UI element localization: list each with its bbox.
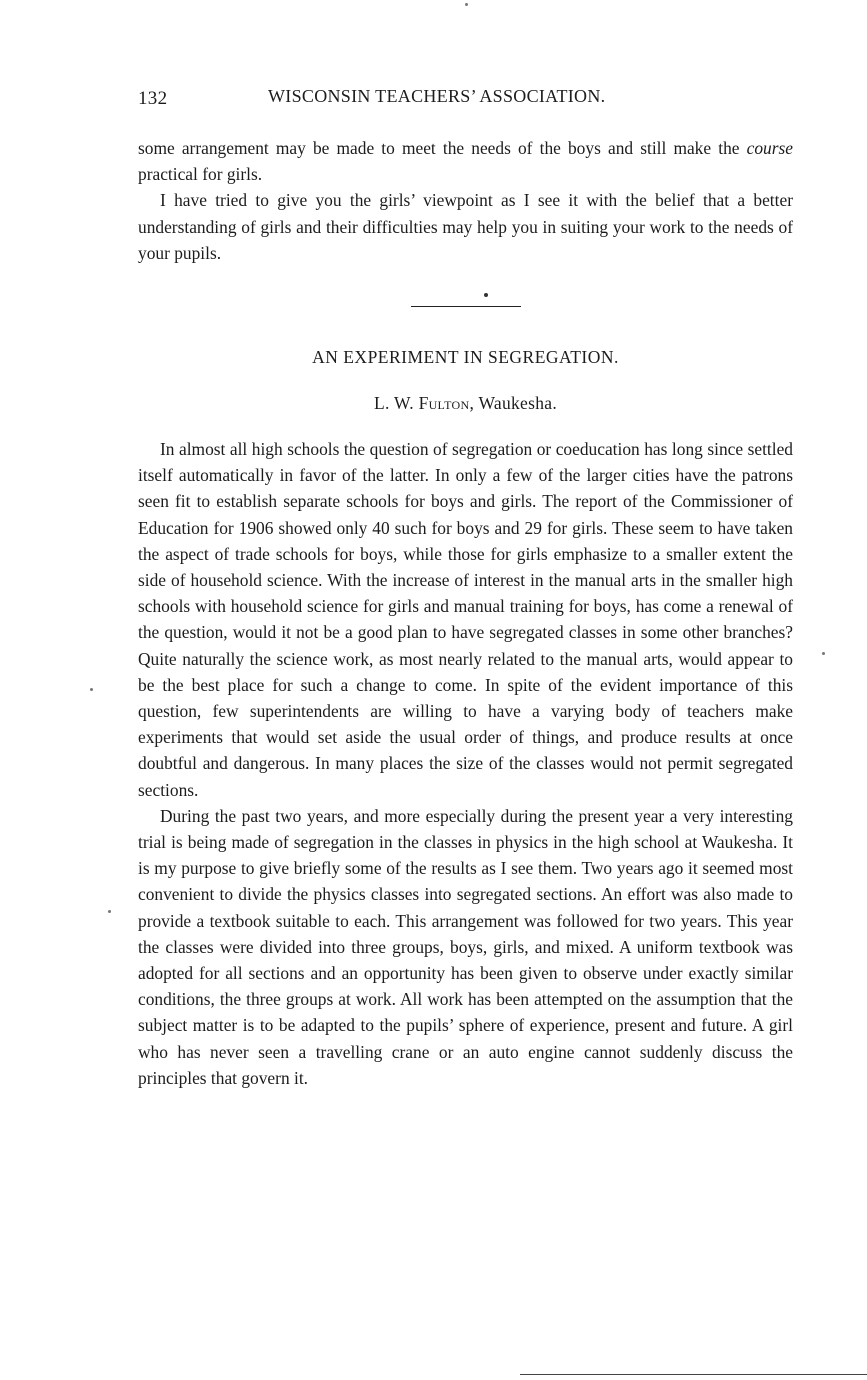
page-number: 132 <box>138 88 168 109</box>
scan-speck <box>90 688 93 691</box>
intro-p1-text: some arrangement may be made to meet the needs of the boys and still make the <box>138 138 747 158</box>
author-place: , Waukesha. <box>469 393 558 413</box>
article-paragraph-2: During the past two years, and more especially during the present year a very interesting trial is being made of segregation in the classes in physics in the high school at Waukesha. It is my purpose to give briefly some of the results as I see them. Two years ago it seemed most convenient to divide the physics classes into segregated sections. An effort was also made to provide a textbook suitable to each. This arrangement was followed for two years. This year the classes were divided into three groups, boys, girls, and mixed. A uniform textbook was adopted for all sections and an opportunity has been given to observe under exactly similar conditions, the three groups at work. All work has been attempted on the assumption that the subject matter is to be adapted to the pupils’ sphere of experience, present and future. A girl who has never seen a travelling crane or an auto engine cannot suddenly discuss the principles that govern it. <box>138 805 793 1088</box>
author-initials: L. W. <box>373 393 419 413</box>
intro-paragraph-2: I have tried to give you the girls’ viewpoint as I see it with the belief that a better understanding of girls and their difficulties may help you in suiting your work to the needs of your pupils. <box>138 190 793 263</box>
article-title: AN EXPERIMENT IN SEGREGATION. <box>312 347 619 367</box>
section-separator <box>411 306 521 307</box>
scan-speck <box>465 3 468 6</box>
scan-speck <box>822 652 825 655</box>
author-surname: Fulton <box>418 393 470 413</box>
intro-p1-italic: course <box>746 138 793 158</box>
intro-p1-tail: practical for girls. <box>138 164 263 185</box>
scan-edge-line <box>520 1374 867 1375</box>
page-header <box>138 86 798 112</box>
article-body <box>138 436 793 1091</box>
intro-text <box>138 135 793 266</box>
separator-dot <box>484 293 488 297</box>
article-byline <box>138 393 793 414</box>
article-paragraph-1: In almost all high schools the question of segregation or coeducation has long since settled itself automatically in favor of the latter. In only a few of the larger cities have the patrons seen fit to establish separate schools for boys and girls. The report of the Commissioner of Education for 1906 showed only 40 such for boys and 29 for girls. These seem to have taken the aspect of trade schools for boys, while those for girls emphasize to a smaller extent the side of household science. With the increase of interest in the manual arts in the smaller high schools with household science for girls and manual training for boys, has come a renewal of the question, would it not be a good plan to have segregated classes in some other branches? Quite naturally the science work, as most nearly related to the manual arts, would appear to be the best place for such a change to come. In spite of the evident importance of this question, few superintendents are willing to have a varying body of teachers make experiments that would set aside the usual order of things, and produce results at once doubtful and dangerous. In many places the size of the classes would not permit segregated sections. <box>138 439 793 800</box>
intro-paragraph-1 <box>138 135 793 187</box>
scan-speck <box>108 910 111 913</box>
running-head: WISCONSIN TEACHERS’ ASSOCIATION. <box>268 86 606 106</box>
